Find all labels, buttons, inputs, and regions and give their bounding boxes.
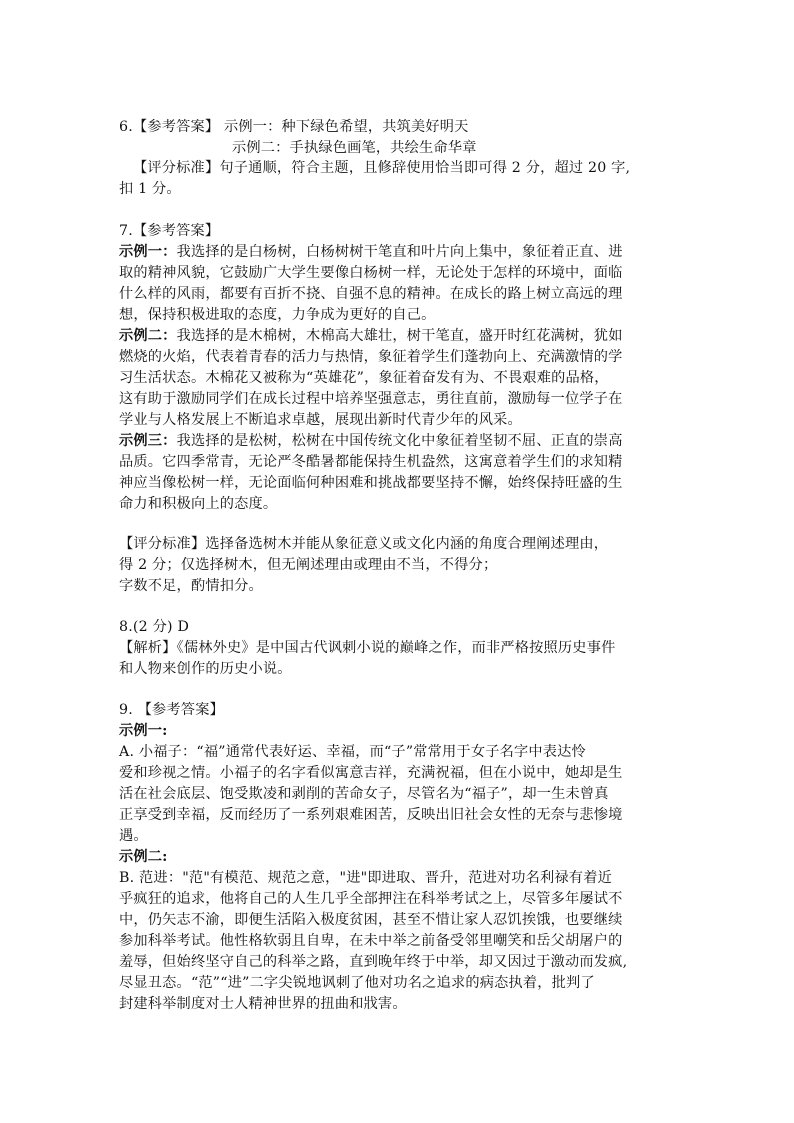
q9-ex2-line: 参加科举考试。他性格软弱且自卑，在未中举之前备受邻里嘲笑和岳父胡屠户的 — [119, 933, 623, 949]
q7-scoring-line: 字数不足，酌情扣分。 — [119, 578, 263, 594]
q7-example-two-line: 示例二：我选择的是木棉树，木棉高大雄壮，树干笔直，盛开时红花满树，犹如 — [119, 328, 623, 344]
q7-example-two-label: 示例二： — [119, 328, 177, 344]
q7-example-one-label: 示例一： — [119, 244, 177, 260]
q7-ex2-line: 这有助于激励同学们在成长过程中培养坚强意志，勇往直前，激励每一位学子在 — [119, 391, 623, 407]
q9-ex1-line: 活在社会底层、饱受欺凌和剥削的苦命女子，尽管名为“福子”，却一生未曾真 — [119, 786, 609, 802]
q9-heading: 9. 【参考答案】 — [119, 702, 224, 718]
q9-example-two-label: 示例二: — [119, 849, 168, 865]
q9-ex2-line: 乎疯狂的追求，他将自己的人生几乎全部押注在科举考试之上，尽管多年屡试不 — [119, 891, 623, 907]
q8-answer: 8.(2 分) D — [119, 619, 190, 635]
q7-example-three-line: 示例三：我选择的是松树，松树在中国传统文化中象征着坚韧不屈、正直的崇高 — [119, 433, 623, 449]
q9-ex1-line: A. 小福子：“福”通常代表好运、幸福，而“子”常常用于女子名字中表达怜 — [119, 744, 586, 760]
q7-scoring-line: 得 2 分；仅选择树木，但无阐述理由或理由不当，不得分； — [119, 557, 498, 573]
q9-ex2-line: B. 范进："范"有模范、规范之意，"进"即进取、晋升，范进对功名利禄有着近 — [119, 870, 612, 886]
q8-analysis-cont: 和人物来创作的历史小说。 — [119, 661, 292, 677]
q7-example-three-label: 示例三： — [119, 433, 177, 449]
q9-ex2-line: 尽显丑态。“范”“进”二字尖锐地讽刺了他对功名之追求的病态执着，批判了 — [119, 975, 595, 991]
q7-heading: 7.【参考答案】 — [119, 223, 220, 239]
q7-example-one-line: 示例一：我选择的是白杨树，白杨树树干笔直和叶片向上集中，象征着正直、进 — [119, 244, 623, 260]
q7-ex2-line: 学业与人格发展上不断追求卓越，展现出新时代青少年的风采。 — [119, 412, 522, 428]
q9-example-one-label: 示例一: — [119, 723, 168, 739]
q7-ex2-line: 燃烧的火焰，代表着青春的活力与热情，象征着学生们蓬勃向上、充满激情的学 — [119, 349, 623, 365]
q7-ex1-line: 取的精神风貌，它鼓励广大学生要像白杨树一样，无论处于怎样的环境中，面临 — [119, 265, 623, 281]
q7-ex2-line: 习生活状态。木棉花又被称为“英雄花”，象征着奋发有为、不畏艰难的品格， — [119, 370, 609, 386]
q6-scoring-line: 【评分标准】句子通顺，符合主题，且修辞使用恰当即可得 2 分，超过 20 字, — [133, 160, 631, 176]
q7-ex3-line: 神应当像松树一样，无论面临何种困难和挑战都要坚持不懈，始终保持旺盛的生 — [119, 475, 623, 491]
q9-ex2-line: 羞辱，但始终坚守自己的科举之路，直到晚年终于中举，却又因过于激动而发疯, — [119, 954, 628, 970]
q9-ex1-line: 爱和珍视之情。小福子的名字看似寓意吉祥，充满祝福，但在小说中，她却是生 — [119, 765, 623, 781]
q6-answer-line: 6.【参考答案】 示例一：种下绿色希望，共筑美好明天 — [119, 119, 469, 135]
q6-example-two: 示例二：手执绿色画笔，共绘生命华章 — [232, 140, 477, 156]
q7-ex3-line: 品质。它四季常青，无论严冬酷暑都能保持生机盎然，这寓意着学生们的求知精 — [119, 454, 623, 470]
q7-scoring-line: 【评分标准】选择备选树木并能从象征意义或文化内涵的角度合理阐述理由， — [119, 536, 609, 552]
q7-ex1-line: 什么样的风雨，都要有百折不挠、自强不息的精神。在成长的路上树立高远的理 — [119, 286, 623, 302]
q8-analysis: 【解析】《儒林外史》是中国古代讽刺小说的巅峰之作，而非严格按照历史事件 — [119, 640, 616, 656]
q6-scoring-line-cont: 扣 1 分。 — [119, 181, 181, 197]
q9-ex1-line: 遇。 — [119, 828, 148, 844]
q9-ex1-line: 正享受到幸福，反而经历了一系列艰难困苦，反映出旧社会女性的无奈与悲惨境 — [119, 807, 623, 823]
q9-ex2-line: 封建科举制度对士人精神世界的扭曲和戕害。 — [119, 996, 407, 1012]
q7-ex3-line: 命力和积极向上的态度。 — [119, 496, 278, 512]
q9-ex2-line: 中，仍矢志不渝，即便生活陷入极度贫困，甚至不惜让家人忍饥挨饿，也要继续 — [119, 912, 623, 928]
q7-ex1-line: 想，保持积极进取的态度，力争成为更好的自己。 — [119, 307, 436, 323]
